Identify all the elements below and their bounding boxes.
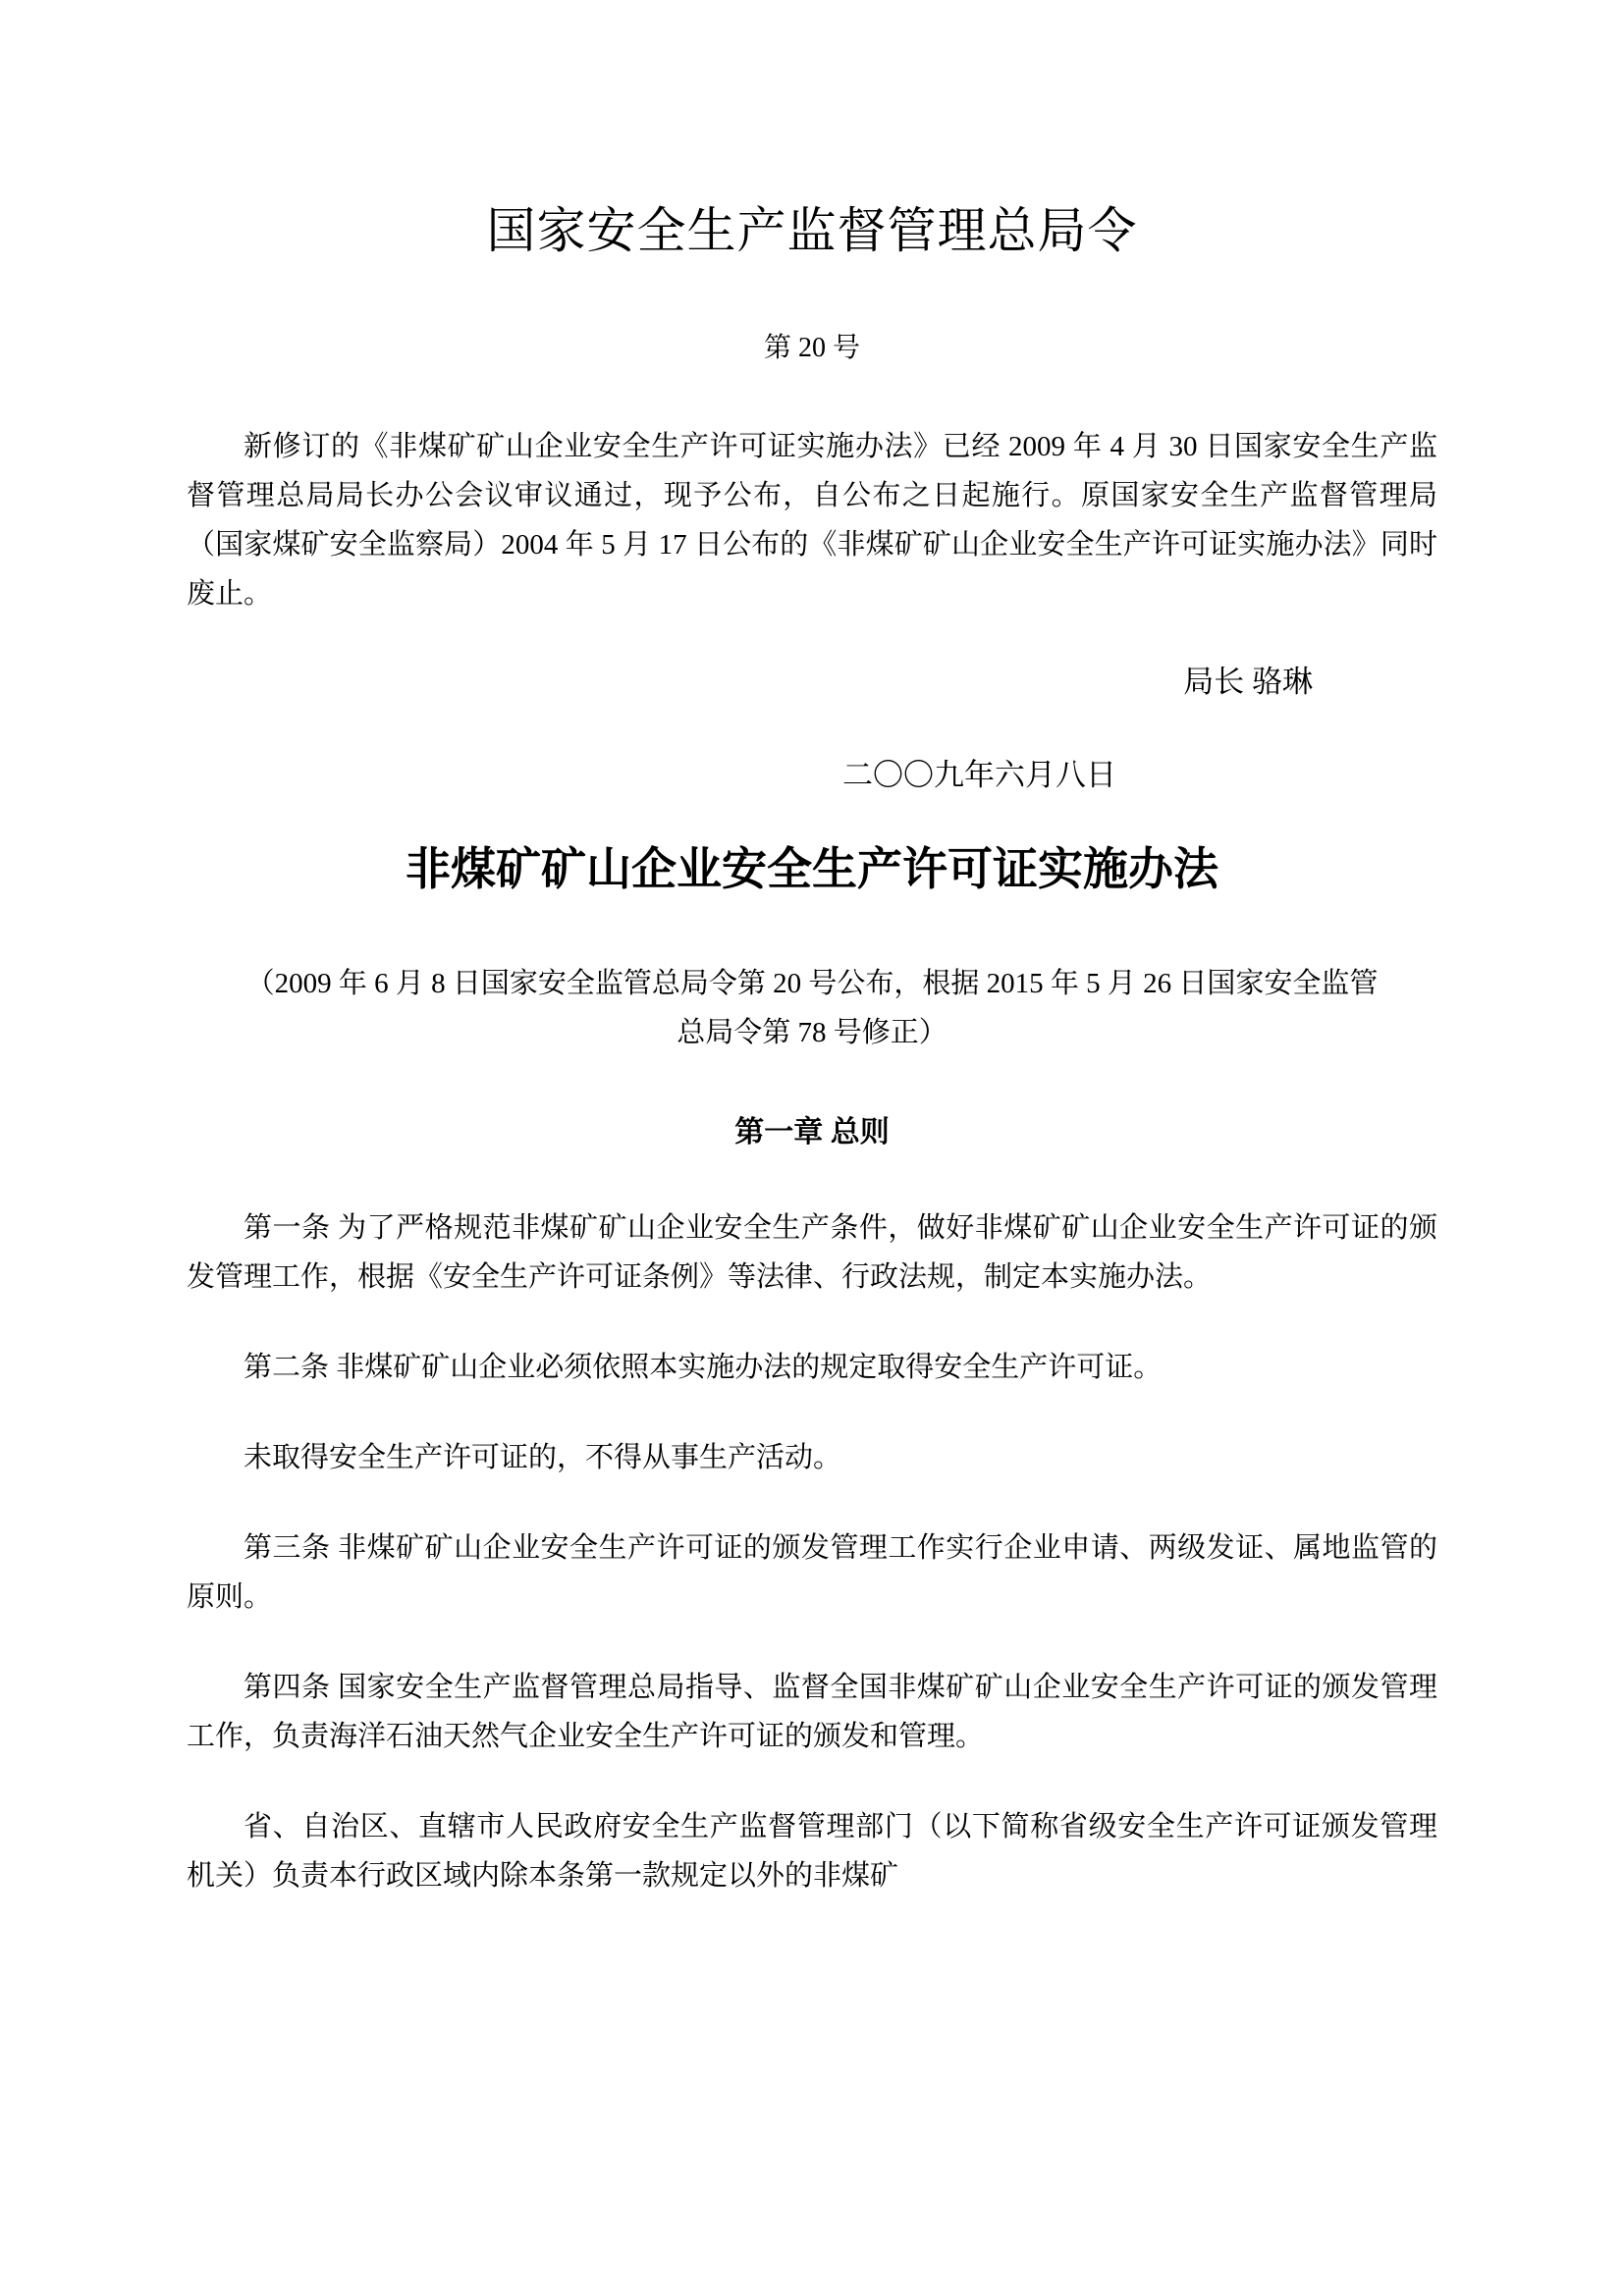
director-signature: 局长 骆琳	[1183, 665, 1313, 699]
article-paragraph-4-clause-2: 省、自治区、直辖市人民政府安全生产监督管理部门（以下简称省级安全生产许可证颁发管理机关）负责本行政区域内除本条第一款规定以外的非煤矿	[187, 1811, 1437, 1892]
article-paragraph-2: 第二条 非煤矿矿山企业必须依照本实施办法的规定取得安全生产许可证。	[244, 1352, 1163, 1383]
regulation-title: 非煤矿矿山企业安全生产许可证实施办法	[406, 844, 1218, 894]
document-title: 国家安全生产监督管理总局令	[486, 203, 1138, 258]
article-paragraph-2-clause-2: 未取得安全生产许可证的，不得从事生产活动。	[244, 1442, 842, 1473]
revision-note: （2009 年 6 月 8 日国家安全监管总局令第 20 号公布，根据 2015 年 5 月 26 日国家安全监管总局令第 78 号修正）	[245, 968, 1379, 1048]
article-paragraph-4: 第四条 国家安全生产监督管理总局指导、监督全国非煤矿矿山企业安全生产许可证的颁发管理工作，负责海洋石油天然气企业安全生产许可证的颁发和管理。	[187, 1672, 1437, 1752]
article-paragraph-1: 第一条 为了严格规范非煤矿矿山企业安全生产条件，做好非煤矿矿山企业安全生产许可证的颁发管理工作，根据《安全生产许可证条例》等法律、行政法规，制定本实施办法。	[187, 1212, 1437, 1293]
chapter-one-heading: 第一章 总则	[734, 1116, 890, 1148]
preamble-paragraph: 新修订的《非煤矿矿山企业安全生产许可证实施办法》已经 2009 年 4 月 30 日国家安全生产监督管理总局局长办公会议审议通过，现予公布，自公布之日起施行。原国家安全生产监督管理局（国家煤矿安全监察局）2004 年 5 月 17 日公布的《非煤矿矿山企业安全生产许可证实施办法》同时废止。	[187, 431, 1437, 610]
order-number: 第 20 号	[763, 333, 860, 363]
issue-date: 二〇〇九年六月八日	[842, 758, 1116, 792]
article-paragraph-3: 第三条 非煤矿矿山企业安全生产许可证的颁发管理工作实行企业申请、两级发证、属地监管的原则。	[187, 1532, 1437, 1613]
